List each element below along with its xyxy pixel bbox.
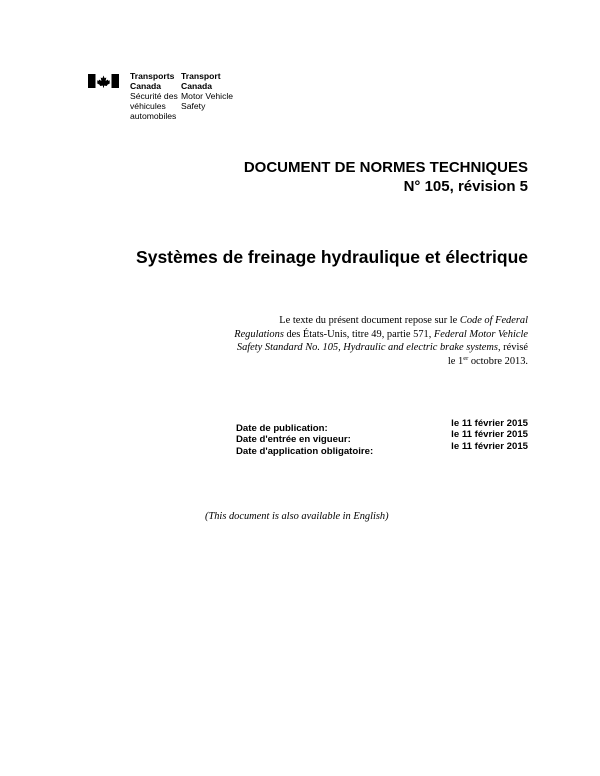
basis-text-c: , révisé le 1 [447, 342, 528, 367]
department-en-line1: Transport [181, 71, 221, 81]
canada-flag-icon [88, 74, 119, 88]
basis-text-d: octobre 2013. [468, 355, 528, 367]
effective-date-value: le 11 février 2015 [451, 429, 528, 441]
publication-date-value: le 11 février 2015 [451, 418, 528, 429]
fmvss-reference: Federal Motor Vehicle Safety Standard No. 105, Hydraulic and electric brake systems [236, 328, 528, 354]
org-name-en [181, 71, 233, 111]
basis-paragraph [228, 314, 528, 368]
cfr-reference: Code of Federal Regulations [234, 315, 528, 340]
document-title: Systèmes de freinage hydraulique et électrique [136, 247, 528, 267]
document-number-line: N° 105, révision 5 [403, 178, 528, 195]
branch-fr-line2: véhicules [130, 101, 166, 111]
branch-fr-line3: automobiles [130, 111, 177, 121]
org-name-fr [130, 71, 178, 121]
branch-en-line1: Motor Vehicle [181, 91, 234, 101]
english-availability-note: (This document is also available in English) [205, 511, 389, 522]
document-type-line1: DOCUMENT DE NORMES TECHNIQUES [243, 159, 528, 176]
department-fr-line2: Canada [130, 81, 162, 91]
department-en-line2: Canada [181, 81, 213, 91]
mandatory-date-label: Date d'application obligatoire: [236, 445, 374, 457]
publication-date-label: Date de publication: [236, 423, 328, 434]
basis-text-b: des États-Unis, titre 49, partie 571, [283, 328, 434, 340]
basis-superscript: er [463, 354, 469, 362]
branch-en-line2: Safety [181, 101, 206, 111]
basis-text-a: Le texte du présent document repose sur le [279, 315, 460, 326]
effective-date-label: Date d'entrée en vigueur: [236, 434, 351, 446]
document-type-heading [244, 158, 528, 196]
department-fr-line1: Transports [130, 71, 175, 81]
date-labels [236, 423, 373, 457]
mandatory-date-value: le 11 février 2015 [451, 440, 528, 452]
branch-fr-line1: Sécurité des [130, 91, 178, 101]
date-values [451, 418, 528, 452]
